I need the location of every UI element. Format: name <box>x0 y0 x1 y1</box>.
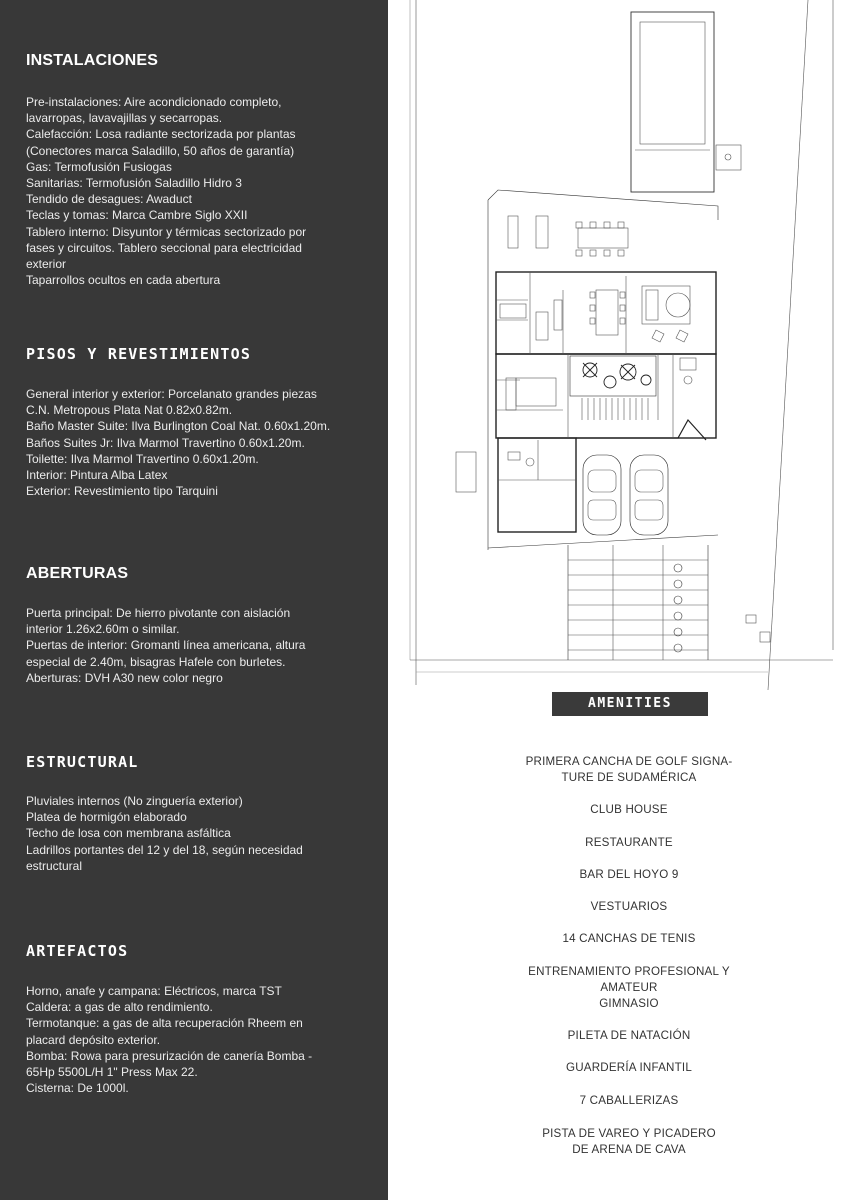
amenity-item <box>515 964 743 995</box>
section-title: ARTEFACTOS <box>26 942 129 960</box>
section-body <box>26 983 356 1096</box>
amenity-item <box>515 1028 743 1044</box>
floor-plan-drawing <box>388 0 855 690</box>
left-panel <box>0 0 388 1200</box>
amenity-item <box>515 835 743 851</box>
amenity-item <box>515 754 743 785</box>
amenity-label: PILETA DE NATACIÓN <box>567 1029 691 1042</box>
section-pisos <box>26 345 356 499</box>
dining-table-indoor <box>596 290 618 335</box>
amenity-label: CLUB HOUSE <box>590 803 668 816</box>
spec-line: General interior y exterior: Porcelanato grandes piezas <box>26 387 317 401</box>
spec-line: Interior: Pintura Alba Latex <box>26 468 168 483</box>
amenity-label: VESTUARIOS <box>590 900 668 913</box>
section-body <box>26 793 356 874</box>
kitchen-island <box>536 312 548 340</box>
amenity-label: RESTAURANTE <box>585 836 673 849</box>
amenity-label: 14 CANCHAS DE TENIS <box>562 932 696 945</box>
section-title: PISOS Y REVESTIMIENTOS <box>26 345 252 363</box>
amenity-item <box>515 802 743 818</box>
spec-line: 65Hp 5500L/H 1" Press Max 22. <box>26 1065 198 1080</box>
spec-line: Baño Master Suite: Ilva Burlington Coal Nat. 0.60x1.20m. <box>26 419 331 434</box>
spec-line: interior 1.26x2.60m o similar. <box>26 622 180 637</box>
driveway-pavers <box>568 545 708 660</box>
pool-inner <box>640 22 705 144</box>
spec-line: Baños Suites Jr: Ilva Marmol Travertino 0.60x1.20m. <box>26 435 305 450</box>
amenity-item <box>515 1093 743 1109</box>
spec-line: Calefacción: Losa radiante sectorizada por plantas <box>26 127 296 142</box>
amenity-label: BAR DEL HOYO 9 <box>579 868 679 881</box>
spec-line: Tablero interno: Disyuntor y térmicas sectorizado por <box>26 224 307 239</box>
section-aberturas <box>26 565 356 686</box>
amenity-item <box>515 867 743 883</box>
amenity-label: PRIMERA CANCHA DE GOLF SIGNA- TURE DE SUDAMÉRICA <box>525 755 733 784</box>
spec-line: Cisterna: De 1000l. <box>26 1081 129 1096</box>
spec-line: Techo de losa con membrana asfáltica <box>26 826 231 841</box>
spec-line: especial de 2.40m, bisagras Hafele con burletes. <box>26 654 286 669</box>
spec-line: Sanitarias: Termofusión Saladillo Hidro 3 <box>26 176 242 191</box>
section-estructural <box>26 753 356 874</box>
section-artefactos <box>26 942 356 1096</box>
amenity-label: GIMNASIO <box>599 997 659 1010</box>
spec-line: estructural <box>26 858 83 873</box>
pool-outline <box>631 12 714 192</box>
amenity-item <box>515 1126 743 1157</box>
spec-line: Ladrillos portantes del 12 y del 18, según necesidad <box>26 842 303 857</box>
amenity-label: PISTA DE VAREO Y PICADERO DE ARENA DE CAVA <box>542 1127 716 1156</box>
section-title: INSTALACIONES <box>26 52 159 69</box>
amenity-item <box>515 996 743 1012</box>
spec-line: Gas: Termofusión Fusiogas <box>26 159 172 174</box>
spec-line: Pre-instalaciones: Aire acondicionado completo, <box>26 95 282 109</box>
spec-line: C.N. Metropous Plata Nat 0.82x0.82m. <box>26 403 233 418</box>
stairs <box>582 398 648 420</box>
right-panel <box>388 0 855 1200</box>
spec-line: Termotanque: a gas de alta recuperación Rheem en <box>26 1016 303 1031</box>
section-instalaciones <box>26 52 356 288</box>
spec-line: Exterior: Revestimiento tipo Tarquini <box>26 484 218 499</box>
spec-line: fases y circuitos. Tablero seccional para electricidad <box>26 240 302 255</box>
dining-table-outdoor <box>578 228 628 248</box>
amenities-title-badge: AMENITIES <box>552 692 708 716</box>
amenity-label: 7 CABALLERIZAS <box>579 1094 679 1107</box>
spec-line: Bomba: Rowa para presurización de canería Bomba - <box>26 1048 313 1063</box>
spec-line: Teclas y tomas: Marca Cambre Siglo XXII <box>26 208 248 223</box>
spec-line: Tendido de desagues: Awaduct <box>26 192 192 207</box>
amenity-item <box>515 931 743 947</box>
spec-line: Puerta principal: De hierro pivotante con aislación <box>26 606 291 620</box>
spec-line: Pluviales internos (No zinguería exterior) <box>26 794 243 808</box>
spec-line: Taparrollos ocultos en cada abertura <box>26 273 221 288</box>
car-left <box>583 455 621 535</box>
section-body <box>26 94 356 288</box>
amenity-label: ENTRENAMIENTO PROFESIONAL Y AMATEUR <box>528 965 730 994</box>
spec-line: (Conectores marca Saladillo, 50 años de garantía) <box>26 143 295 158</box>
section-title: ESTRUCTURAL <box>26 753 139 771</box>
section-body <box>26 605 356 686</box>
spec-line: placard depósito exterior. <box>26 1032 161 1047</box>
spec-line: lavarropas, lavavajillas y secarropas. <box>26 111 223 126</box>
shower-box <box>716 145 741 170</box>
spec-line: Platea de hormigón elaborado <box>26 810 187 825</box>
spec-line: exterior <box>26 257 67 272</box>
spec-line: Horno, anafe y campana: Eléctricos, marca TST <box>26 984 282 998</box>
section-body <box>26 386 356 499</box>
spec-line: Aberturas: DVH A30 new color negro <box>26 670 223 685</box>
amenity-item <box>515 1060 743 1076</box>
spec-line: Puertas de interior: Gromanti línea americana, altura <box>26 638 306 653</box>
section-title: ABERTURAS <box>26 565 129 582</box>
spec-line: Caldera: a gas de alto rendimiento. <box>26 1000 213 1015</box>
amenity-label: GUARDERÍA INFANTIL <box>565 1061 692 1074</box>
amenity-item <box>515 899 743 915</box>
car-right <box>630 455 668 535</box>
spec-line: Toilette: Ilva Marmol Travertino 0.60x1.20m. <box>26 451 259 466</box>
